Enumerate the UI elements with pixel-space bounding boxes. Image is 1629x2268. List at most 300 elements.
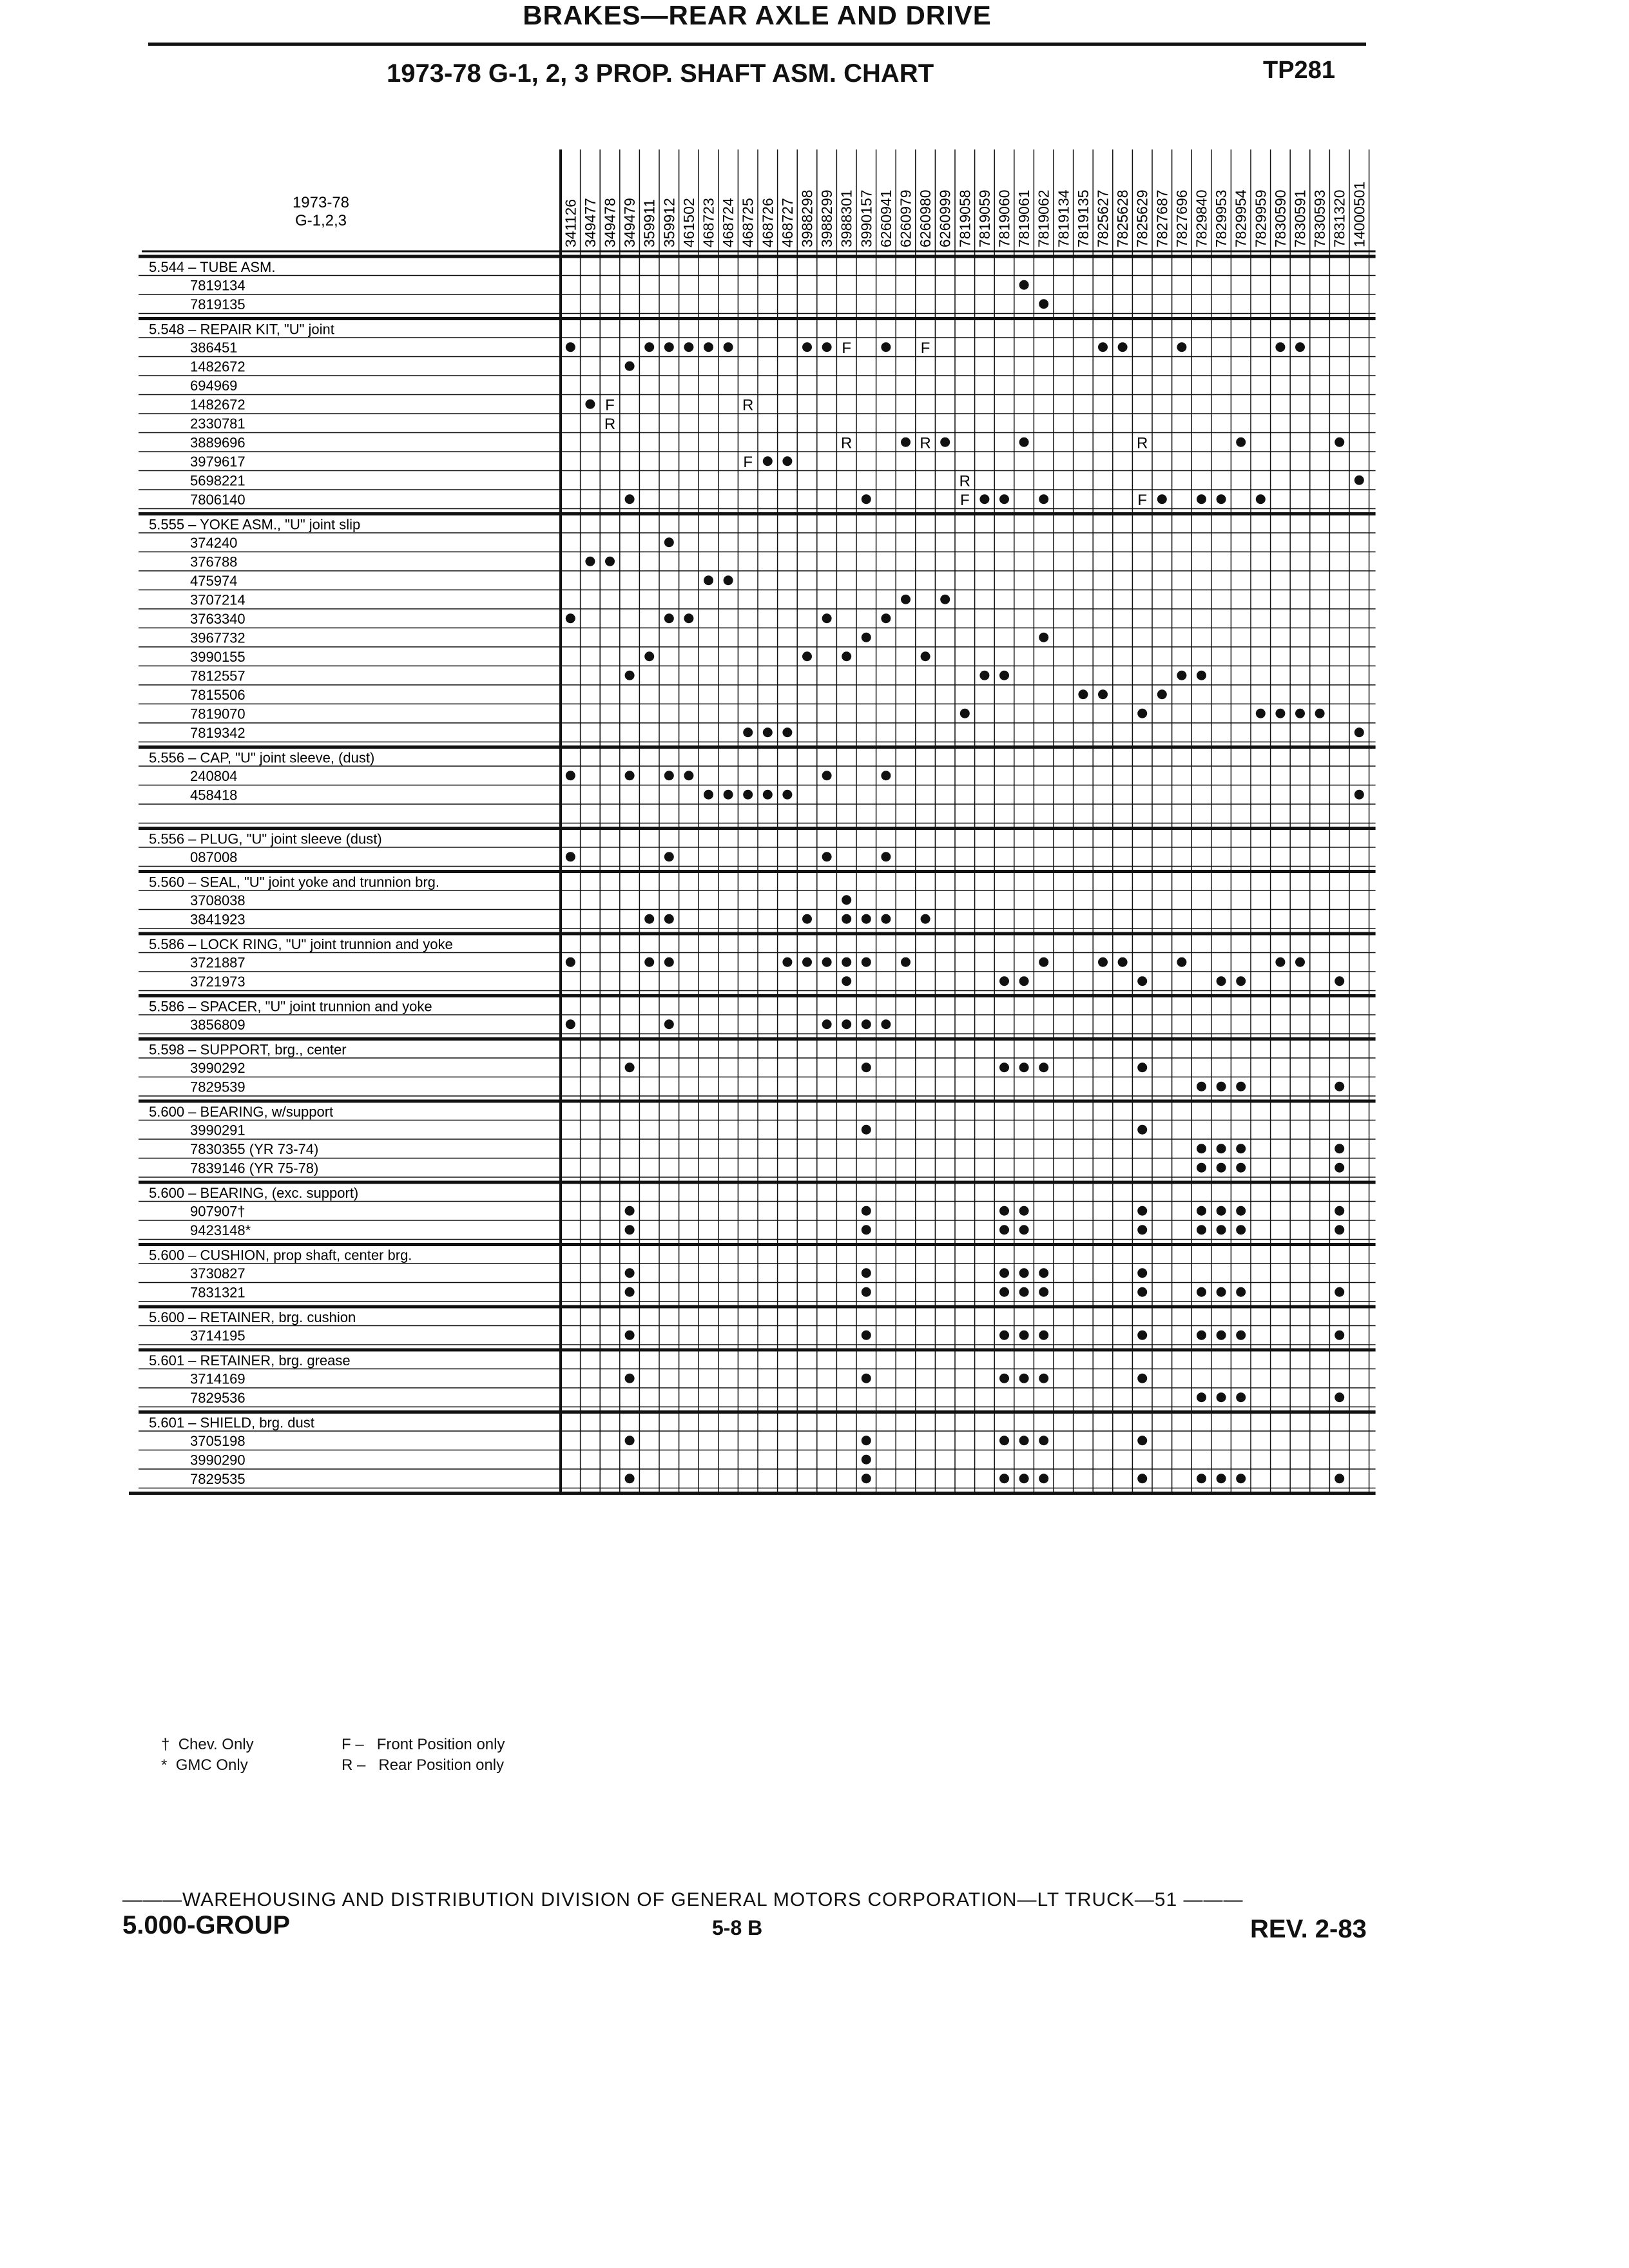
application-dot — [625, 1374, 635, 1383]
legend-symbol: † — [161, 1736, 170, 1753]
application-dot — [1197, 494, 1206, 504]
application-dot — [782, 456, 792, 466]
application-dot — [1275, 342, 1285, 352]
application-dot — [1019, 1062, 1029, 1072]
application-dot — [842, 914, 851, 924]
application-dot — [862, 633, 871, 642]
application-dot — [1137, 1436, 1147, 1445]
application-dot — [684, 613, 693, 623]
application-dot — [999, 976, 1009, 986]
application-dot — [625, 1331, 635, 1340]
application-dot — [625, 1225, 635, 1235]
legend-row — [161, 1735, 505, 1755]
application-dot — [1236, 1392, 1246, 1402]
application-dot — [1137, 1474, 1147, 1483]
application-dot — [1019, 1287, 1029, 1297]
legend-desc: Rear Position only — [378, 1756, 505, 1774]
application-dot — [1039, 1374, 1048, 1383]
section-heading: 5.544 – TUBE ASM. — [149, 259, 276, 275]
application-dot — [1217, 976, 1226, 986]
part-number: 3714195 — [190, 1327, 246, 1344]
column-part-number: 7819060 — [996, 189, 1013, 247]
column-part-number: 468727 — [778, 198, 796, 247]
application-dot — [1354, 790, 1364, 800]
application-dot — [704, 342, 713, 352]
column-part-number: 349479 — [621, 198, 639, 247]
application-dot — [999, 671, 1009, 680]
column-part-number: 7819061 — [1016, 189, 1033, 247]
application-dot — [1137, 1125, 1147, 1135]
part-number: 7829536 — [190, 1390, 246, 1406]
column-part-number: 7829840 — [1193, 189, 1210, 247]
application-dot — [901, 957, 911, 967]
part-number: 2330781 — [190, 416, 246, 432]
column-part-number: 7819135 — [1074, 189, 1092, 247]
chart-title: 1973-78 G-1, 2, 3 PROP. SHAFT ASM. CHART — [387, 59, 934, 88]
column-part-number: 6260941 — [877, 189, 894, 247]
application-dot — [1335, 437, 1344, 447]
application-dot — [1217, 1144, 1226, 1153]
application-dot — [862, 914, 871, 924]
application-dot — [1236, 1225, 1246, 1235]
application-dot — [921, 651, 930, 661]
position-code: R — [1137, 434, 1148, 452]
application-dot — [1236, 1331, 1246, 1340]
part-number: 7819070 — [190, 706, 246, 722]
application-dot — [1217, 1163, 1226, 1173]
application-dot — [822, 613, 832, 623]
application-dot — [566, 771, 575, 780]
application-dot — [1236, 437, 1246, 447]
legend-code: F – — [342, 1736, 364, 1753]
legend — [161, 1735, 505, 1776]
application-dot — [566, 957, 575, 967]
application-dot — [782, 957, 792, 967]
application-dot — [1098, 957, 1108, 967]
column-part-number: 468724 — [720, 198, 737, 247]
application-dot — [1039, 1268, 1048, 1278]
column-part-number: 7819062 — [1035, 189, 1052, 247]
application-dot — [802, 651, 812, 661]
application-dot — [1197, 1082, 1206, 1091]
application-dot — [881, 771, 891, 780]
application-dot — [1019, 280, 1029, 290]
position-code: F — [920, 340, 930, 357]
application-dot — [901, 437, 911, 447]
application-dot — [763, 727, 773, 737]
chart-code: TP281 — [1263, 57, 1335, 84]
part-number: 376788 — [190, 553, 238, 570]
part-number: 3990292 — [190, 1060, 246, 1076]
application-dot — [1039, 1287, 1048, 1297]
application-dot — [999, 1436, 1009, 1445]
application-dot — [1197, 1144, 1206, 1153]
application-dot — [1039, 957, 1048, 967]
table-label-years: 1973-78 — [292, 194, 350, 211]
application-dot — [999, 1268, 1009, 1278]
application-dot — [1177, 342, 1186, 352]
application-dot — [1019, 1206, 1029, 1216]
application-dot — [862, 1436, 871, 1445]
part-number: 3707214 — [190, 591, 246, 608]
section-heading: 5.556 – CAP, "U" joint sleeve, (dust) — [149, 749, 375, 766]
application-dot — [1354, 476, 1364, 485]
application-dot — [1177, 671, 1186, 680]
application-dot — [1098, 342, 1108, 352]
application-dot — [1236, 1287, 1246, 1297]
column-part-number: 468723 — [700, 198, 717, 247]
application-dot — [1217, 1206, 1226, 1216]
application-dot — [940, 595, 950, 604]
column-part-number: 7825628 — [1114, 189, 1132, 247]
column-part-number: 461502 — [680, 198, 697, 247]
application-dot — [999, 1474, 1009, 1483]
part-number: 3705198 — [190, 1433, 246, 1449]
column-part-number: 6260999 — [936, 189, 954, 247]
application-dot — [664, 957, 674, 967]
application-dot — [763, 790, 773, 800]
column-part-number: 7831320 — [1331, 189, 1348, 247]
column-part-number: 359911 — [641, 198, 658, 247]
application-dot — [999, 1062, 1009, 1072]
application-dot — [979, 494, 989, 504]
part-number: 1482672 — [190, 358, 246, 375]
application-dot — [1137, 1206, 1147, 1216]
application-dot — [1335, 1225, 1344, 1235]
column-part-number: 7825627 — [1094, 189, 1112, 247]
application-dot — [862, 494, 871, 504]
part-number: 7831321 — [190, 1284, 246, 1301]
section-heading: 5.601 – RETAINER, brg. grease — [149, 1352, 351, 1369]
application-dot — [1217, 1392, 1226, 1402]
application-dot — [743, 790, 753, 800]
part-number: 694969 — [190, 378, 238, 394]
application-dot — [822, 1019, 832, 1029]
application-dot — [921, 914, 930, 924]
application-dot — [1039, 1474, 1048, 1483]
application-dot — [585, 557, 595, 566]
part-number: 3990155 — [190, 649, 246, 665]
section-heading: 5.598 – SUPPORT, brg., center — [149, 1041, 347, 1058]
application-dot — [999, 1225, 1009, 1235]
application-dot — [842, 1019, 851, 1029]
legend-text: GMC Only — [175, 1756, 248, 1774]
column-part-number: 6260980 — [917, 189, 934, 247]
application-dot — [1197, 1331, 1206, 1340]
column-part-number: 3988301 — [838, 189, 855, 247]
application-dot — [664, 537, 674, 547]
column-part-number: 7829954 — [1232, 189, 1249, 247]
section-heading: 5.601 – SHIELD, brg. dust — [149, 1414, 314, 1431]
application-dot — [625, 1287, 635, 1297]
column-part-number: 7827696 — [1173, 189, 1190, 247]
application-dot — [625, 494, 635, 504]
application-dot — [1197, 1163, 1206, 1173]
application-dot — [625, 1474, 635, 1483]
application-dot — [1217, 1331, 1226, 1340]
application-dot — [1118, 957, 1128, 967]
application-dot — [1236, 1082, 1246, 1091]
application-dot — [724, 575, 733, 585]
section-heading: 5.556 – PLUG, "U" joint sleeve (dust) — [149, 831, 382, 847]
part-number: 3990290 — [190, 1452, 246, 1468]
part-number: 458418 — [190, 787, 238, 803]
application-dot — [862, 1062, 871, 1072]
application-dot — [1197, 671, 1206, 680]
application-dot — [999, 1331, 1009, 1340]
application-dot — [664, 342, 674, 352]
application-dot — [1256, 494, 1266, 504]
application-dot — [862, 1125, 871, 1135]
part-number: 3721973 — [190, 974, 246, 990]
legend-text: Chev. Only — [178, 1736, 254, 1753]
column-part-number: 7829953 — [1213, 189, 1230, 247]
application-dot — [585, 399, 595, 409]
application-dot — [566, 852, 575, 861]
application-dot — [862, 1331, 871, 1340]
application-dot — [1335, 1287, 1344, 1297]
application-dot — [724, 790, 733, 800]
section-heading: 5.555 – YOKE ASM., "U" joint slip — [149, 516, 361, 533]
column-part-number: 7819134 — [1055, 189, 1072, 247]
position-code: R — [604, 416, 616, 433]
application-dot — [999, 1287, 1009, 1297]
application-dot — [664, 613, 674, 623]
application-dot — [1295, 342, 1305, 352]
part-number: 3990291 — [190, 1122, 246, 1139]
application-dot — [1039, 494, 1048, 504]
application-dot — [1118, 342, 1128, 352]
application-dot — [1197, 1474, 1206, 1483]
application-dot — [862, 957, 871, 967]
application-dot — [842, 895, 851, 905]
application-dot — [1197, 1392, 1206, 1402]
part-number: 7819134 — [190, 277, 246, 294]
application-dot — [802, 914, 812, 924]
application-dot — [1217, 1082, 1226, 1091]
application-dot — [684, 342, 693, 352]
part-number: 7812557 — [190, 668, 246, 684]
section-heading: 5.600 – BEARING, (exc. support) — [149, 1185, 359, 1201]
application-dot — [1217, 494, 1226, 504]
section-heading: 5.586 – SPACER, "U" joint trunnion and yoke — [149, 998, 432, 1015]
application-dot — [644, 651, 654, 661]
application-dot — [625, 671, 635, 680]
application-dot — [999, 1374, 1009, 1383]
application-dot — [782, 790, 792, 800]
part-number: 240804 — [190, 768, 238, 784]
column-part-number: 349478 — [601, 198, 619, 247]
column-part-number: 14000501 — [1351, 181, 1368, 247]
application-dot — [566, 342, 575, 352]
section-heading: 5.548 – REPAIR KIT, "U" joint — [149, 321, 334, 338]
application-dot — [1137, 1225, 1147, 1235]
application-dot — [802, 957, 812, 967]
application-dot — [1157, 689, 1167, 699]
legend-row — [161, 1755, 505, 1776]
column-part-number: 468725 — [739, 198, 757, 247]
application-dot — [862, 1287, 871, 1297]
column-part-number: 3988298 — [798, 189, 816, 247]
part-number: 475974 — [190, 573, 238, 589]
application-dot — [1335, 1392, 1344, 1402]
application-dot — [881, 1019, 891, 1029]
application-dot — [862, 1455, 871, 1465]
application-dot — [1019, 1225, 1029, 1235]
application-dot — [1019, 1474, 1029, 1483]
application-dot — [566, 1019, 575, 1029]
application-dot — [1335, 1474, 1344, 1483]
application-dot — [1137, 1331, 1147, 1340]
application-dot — [1039, 299, 1048, 309]
application-dot — [1039, 633, 1048, 642]
part-number: 3856809 — [190, 1017, 246, 1033]
application-dot — [1295, 957, 1305, 967]
application-dot — [1197, 1287, 1206, 1297]
application-dot — [1078, 689, 1088, 699]
application-dot — [862, 1019, 871, 1029]
column-part-number: 359912 — [660, 198, 678, 247]
position-code: R — [841, 434, 853, 452]
position-code: F — [959, 492, 970, 509]
application-dot — [625, 1436, 635, 1445]
application-dot — [1354, 727, 1364, 737]
application-dot — [822, 342, 832, 352]
application-dot — [743, 727, 753, 737]
application-dot — [1275, 957, 1285, 967]
application-dot — [1137, 1287, 1147, 1297]
application-dot — [1217, 1474, 1226, 1483]
application-dot — [625, 1206, 635, 1216]
application-dot — [999, 1206, 1009, 1216]
application-dot — [704, 790, 713, 800]
position-code: F — [743, 454, 753, 471]
column-part-number: 6260979 — [897, 189, 914, 247]
column-part-number: 468726 — [759, 198, 776, 247]
application-dot — [644, 914, 654, 924]
part-number: 7839146 (YR 75-78) — [190, 1160, 319, 1177]
part-number: 3841923 — [190, 911, 246, 928]
application-dot — [1335, 976, 1344, 986]
application-dot — [881, 852, 891, 861]
application-dot — [862, 1474, 871, 1483]
application-dot — [822, 771, 832, 780]
application-dot — [1236, 1474, 1246, 1483]
application-dot — [1019, 1268, 1029, 1278]
application-dot — [625, 1062, 635, 1072]
application-dot — [763, 456, 773, 466]
application-dot — [1295, 709, 1305, 718]
position-code: F — [1137, 492, 1148, 509]
part-number: 374240 — [190, 535, 238, 551]
application-dot — [881, 342, 891, 352]
application-dot — [979, 671, 989, 680]
legend-desc: Front Position only — [376, 1736, 505, 1753]
application-dot — [704, 575, 713, 585]
application-dot — [901, 595, 911, 604]
part-number: 3714169 — [190, 1370, 246, 1387]
application-dot — [1137, 1374, 1147, 1383]
application-dot — [1236, 976, 1246, 986]
application-dot — [1236, 1163, 1246, 1173]
application-dot — [782, 727, 792, 737]
application-dot — [1197, 1225, 1206, 1235]
application-dot — [1256, 709, 1266, 718]
part-number: 3967732 — [190, 629, 246, 646]
application-dot — [664, 771, 674, 780]
column-part-number: 341126 — [562, 198, 579, 247]
section-heading: 5.600 – RETAINER, brg. cushion — [149, 1309, 356, 1325]
part-number: 907907† — [190, 1203, 246, 1220]
application-dot — [1137, 1268, 1147, 1278]
section-heading: 5.560 – SEAL, "U" joint yoke and trunnion brg. — [149, 874, 440, 890]
section-heading: 5.600 – BEARING, w/support — [149, 1104, 334, 1120]
application-dot — [1335, 1163, 1344, 1173]
application-dot — [644, 342, 654, 352]
application-dot — [664, 852, 674, 861]
part-number: 3708038 — [190, 892, 246, 908]
application-dot — [842, 957, 851, 967]
column-part-number: 3988299 — [818, 189, 836, 247]
application-dot — [1039, 1436, 1048, 1445]
application-dot — [664, 1019, 674, 1029]
application-dot — [1019, 976, 1029, 986]
part-number: 3889696 — [190, 434, 246, 451]
application-dot — [1315, 709, 1325, 718]
application-dot — [1019, 1436, 1029, 1445]
application-dot — [822, 852, 832, 861]
position-code: R — [920, 434, 931, 452]
application-dot — [1137, 709, 1147, 718]
application-dot — [881, 613, 891, 623]
application-dot — [1019, 437, 1029, 447]
application-dot — [862, 1374, 871, 1383]
application-dot — [862, 1225, 871, 1235]
part-number: 7819342 — [190, 725, 246, 741]
application-dot — [1217, 1225, 1226, 1235]
footer-group: 5.000-GROUP — [122, 1911, 291, 1939]
column-part-number: 3990157 — [858, 189, 875, 247]
part-number: 3979617 — [190, 454, 246, 470]
application-dot — [1039, 1331, 1048, 1340]
application-dot — [1137, 976, 1147, 986]
application-dot — [1197, 1206, 1206, 1216]
application-dot — [960, 709, 970, 718]
part-number: 7806140 — [190, 492, 246, 508]
application-dot — [1335, 1082, 1344, 1091]
footer-page-number: 5-8 B — [712, 1916, 763, 1939]
application-dot — [1335, 1206, 1344, 1216]
application-dot — [1157, 494, 1167, 504]
column-part-number: 7830593 — [1311, 189, 1329, 247]
position-code: F — [605, 396, 615, 414]
application-dot — [862, 1268, 871, 1278]
application-dot — [1335, 1331, 1344, 1340]
application-dot — [1335, 1144, 1344, 1153]
column-part-number: 349477 — [581, 198, 599, 247]
part-number: 087008 — [190, 849, 238, 865]
page-title: BRAKES—REAR AXLE AND DRIVE — [523, 0, 992, 30]
part-number: 5698221 — [190, 472, 246, 489]
application-dot — [625, 771, 635, 780]
application-dot — [684, 771, 693, 780]
application-dot — [999, 494, 1009, 504]
column-part-number: 7829959 — [1252, 189, 1269, 247]
application-dot — [625, 1268, 635, 1278]
application-dot — [1039, 1062, 1048, 1072]
application-dot — [1098, 689, 1108, 699]
application-dot — [1275, 709, 1285, 718]
